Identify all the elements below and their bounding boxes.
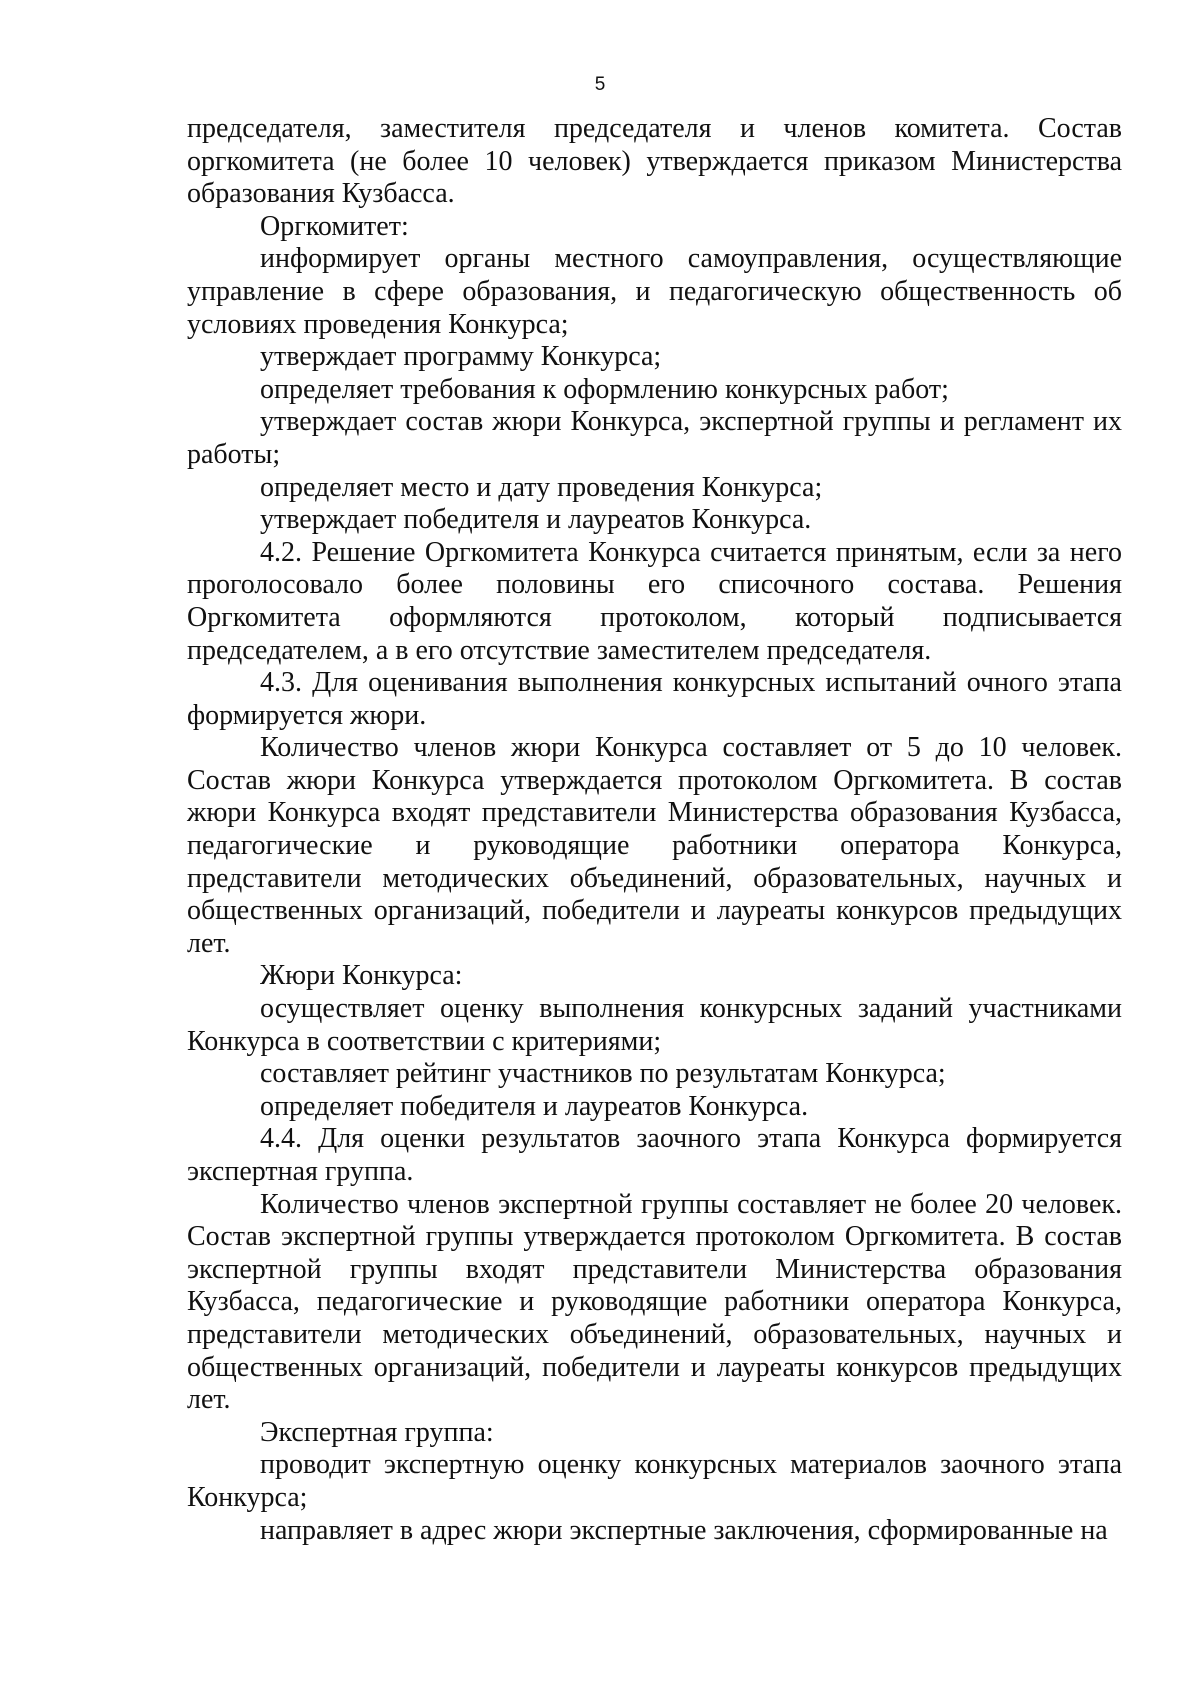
page-number: 5 [594, 74, 606, 95]
paragraph-jury-winners: определяет победителя и лауреатов Конкурса. [260, 1090, 809, 1122]
paragraph-4-4: 4.4. Для оценки результатов заочного этапа Конкурса формируется экспертная группа. [187, 1123, 1122, 1187]
paragraph-orgcommittee-informs: информирует органы местного самоуправления, осуществляющие управление в сфере образования, и педагогическую общественность об условиях проведения Конкурса; [187, 243, 1122, 340]
paragraph-4-3: 4.3. Для оценивания выполнения конкурсных испытаний очного этапа формируется жюри. [187, 667, 1122, 731]
paragraph-orgcommittee-requirements: определяет требования к оформлению конкурсных работ; [260, 373, 949, 405]
paragraph-4-2: 4.2. Решение Оргкомитета Конкурса считается принятым, если за него проголосовало более половины его списочного состава. Решения Оргкомитета оформляются протоколом, который подписывается председателем, а в его отсутствие заместителем председателя. [187, 536, 1122, 666]
paragraph-orgcommittee-program: утверждает программу Конкурса; [260, 341, 662, 373]
paragraph-orgcommittee-heading: Оргкомитет: [260, 210, 409, 242]
paragraph-orgcommittee-jury: утверждает состав жюри Конкурса, экспертной группы и регламент их работы; [187, 406, 1122, 470]
paragraph-expert-evaluates: проводит экспертную оценку конкурсных материалов заочного этапа Конкурса; [187, 1449, 1122, 1513]
paragraph-jury-evaluates: осуществляет оценку выполнения конкурсных заданий участниками Конкурса в соответствии с критериями; [187, 993, 1122, 1057]
paragraph-continuation: председателя, заместителя председателя и членов комитета. Состав оргкомитета (не более 10 человек) утверждается приказом Министерства образования Кузбасса. [187, 113, 1122, 210]
paragraph-expert-sends: направляет в адрес жюри экспертные заключения, сформированные на [260, 1514, 1108, 1546]
paragraph-jury-composition: Количество членов жюри Конкурса составляет от 5 до 10 человек. Состав жюри Конкурса утверждается протоколом Оргкомитета. В состав жюри Конкурса входят представители Министерства образования Кузбасса, педагогические и руководящие работники оператора Конкурса, представители методических объединений, образовательных, научных и общественных организаций, победители и лауреаты конкурсов предыдущих лет. [187, 732, 1122, 959]
paragraph-expert-heading: Экспертная группа: [260, 1416, 494, 1448]
paragraph-jury-rating: составляет рейтинг участников по результатам Конкурса; [260, 1058, 946, 1090]
paragraph-jury-heading: Жюри Конкурса: [260, 960, 463, 992]
paragraph-orgcommittee-place-date: определяет место и дату проведения Конкурса; [260, 471, 823, 503]
paragraph-expert-composition: Количество членов экспертной группы составляет не более 20 человек. Состав экспертной группы утверждается протоколом Оргкомитета. В состав экспертной группы входят представители Министерства образования Кузбасса, педагогические и руководящие работники оператора Конкурса, представители методических объединений, образовательных, научных и общественных организаций, победители и лауреаты конкурсов предыдущих лет. [187, 1188, 1122, 1416]
paragraph-orgcommittee-winners: утверждает победителя и лауреатов Конкурса. [260, 504, 812, 536]
document-body [187, 113, 1122, 1547]
